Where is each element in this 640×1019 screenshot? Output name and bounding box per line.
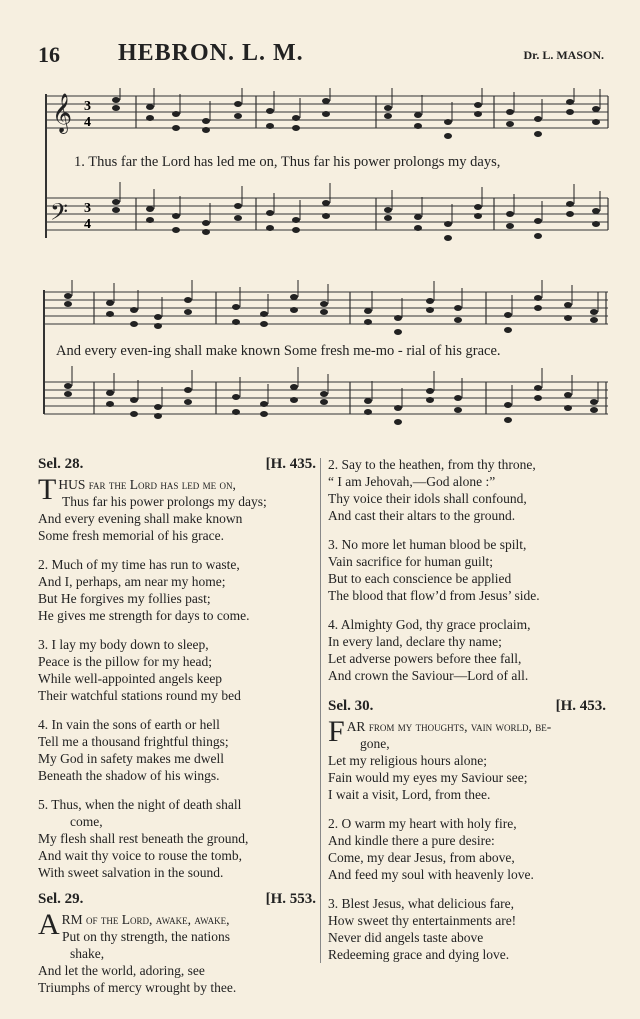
column-divider <box>320 458 321 963</box>
verse-line: He gives me strength for days to come. <box>38 608 250 623</box>
score-system-1 <box>38 88 610 260</box>
page-header <box>38 40 604 70</box>
verse-line-rest: AR from my thoughts, vain world, be- <box>346 719 552 734</box>
verse-line: And every evening shall make known <box>38 511 243 526</box>
note-head <box>184 387 192 393</box>
note-head <box>234 203 242 209</box>
verse-line: The blood that flow’d from Jesus’ side. <box>328 588 540 603</box>
note-head <box>394 405 402 411</box>
selection-30-heading <box>328 698 608 718</box>
bass-clef-icon: 𝄢 <box>50 198 69 231</box>
note-head <box>364 319 372 325</box>
note-head <box>64 293 72 299</box>
verse-line: How sweet thy entertainments are! <box>328 913 517 928</box>
verse-line: “ I am Jehovah,—God alone :” <box>328 474 496 489</box>
verse-line: Let my religious hours alone; <box>328 753 487 768</box>
note-head <box>106 311 114 317</box>
verse-line: Vain sacrifice for human guilt; <box>328 554 493 569</box>
stanza <box>38 556 318 624</box>
hymn-reference: [H. 435. <box>265 456 316 472</box>
verse-line: While well-appointed angels keep <box>38 671 223 686</box>
note-head <box>232 394 240 400</box>
note-head <box>106 300 114 306</box>
lyrics-line-1: 1. Thus far the Lord has led me on, Thus far his power prolongs my days, <box>74 154 501 170</box>
hymn-reference: [H. 553. <box>265 891 316 907</box>
note-head <box>154 413 162 419</box>
verse-line: 2. O warm my heart with holy fire, <box>328 816 517 831</box>
selection-29-text <box>38 908 318 996</box>
note-head <box>394 329 402 335</box>
note-head <box>232 409 240 415</box>
note-head <box>322 98 330 104</box>
stanza <box>38 636 318 704</box>
note-head <box>444 119 452 125</box>
verse-line: And I, perhaps, am near my home; <box>38 574 226 589</box>
selection-29-heading <box>38 891 318 911</box>
note-head <box>292 217 300 223</box>
note-head <box>444 235 452 241</box>
note-head <box>146 104 154 110</box>
note-head <box>232 319 240 325</box>
verse-line: And kindle there a pure desire: <box>328 833 495 848</box>
verse-line: And let the world, adoring, see <box>38 963 205 978</box>
stanza <box>38 908 318 996</box>
stanza <box>328 536 608 604</box>
verse-line: Peace is the pillow for my head; <box>38 654 212 669</box>
note-head <box>154 404 162 410</box>
selection-label: Sel. 28. <box>38 456 84 472</box>
note-head <box>534 218 542 224</box>
note-head <box>566 109 574 115</box>
verse-line: Let adverse powers before thee fall, <box>328 651 522 666</box>
note-head <box>534 116 542 122</box>
note-head <box>202 229 210 235</box>
verse-line: Some fresh memorial of his grace. <box>38 528 224 543</box>
note-head <box>592 119 600 125</box>
drop-cap: A <box>38 908 60 941</box>
note-head <box>414 214 422 220</box>
selection-label: Sel. 29. <box>38 891 84 907</box>
verse-line: In every land, declare thy name; <box>328 634 502 649</box>
stanza <box>38 473 318 544</box>
note-head <box>590 317 598 323</box>
note-head <box>112 105 120 111</box>
note-head <box>590 399 598 405</box>
verse-line: Thy voice their idols shall confound, <box>328 491 527 506</box>
note-head <box>426 307 434 313</box>
verse-line: Come, my dear Jesus, from above, <box>328 850 515 865</box>
note-head <box>564 392 572 398</box>
verse-line: Thus far his power prolongs my days; <box>62 494 267 509</box>
note-head <box>292 227 300 233</box>
note-head <box>534 385 542 391</box>
note-head <box>566 201 574 207</box>
note-head <box>184 399 192 405</box>
note-head <box>384 215 392 221</box>
verse-line: 3. I lay my body down to sleep, <box>38 637 209 652</box>
note-head <box>564 315 572 321</box>
stanza <box>38 796 318 881</box>
verse-line: And wait thy voice to rouse the tomb, <box>38 848 242 863</box>
time-signature: 3 <box>84 99 91 114</box>
note-head <box>384 113 392 119</box>
verse-line: Beneath the shadow of his wings. <box>38 768 220 783</box>
note-head <box>290 307 298 313</box>
note-head <box>292 125 300 131</box>
note-head <box>426 298 434 304</box>
hymn-reference: [H. 453. <box>555 698 606 714</box>
note-head <box>266 225 274 231</box>
note-head <box>130 307 138 313</box>
verse-line: Fain would my eyes my Saviour see; <box>328 770 528 785</box>
note-head <box>64 301 72 307</box>
selection-28-heading <box>38 456 318 476</box>
note-head <box>426 397 434 403</box>
note-head <box>504 327 512 333</box>
note-head <box>130 321 138 327</box>
note-head <box>590 407 598 413</box>
note-head <box>474 111 482 117</box>
selection-29-continued <box>328 456 608 684</box>
note-head <box>592 221 600 227</box>
note-head <box>592 106 600 112</box>
verse-line: And cast their altars to the ground. <box>328 508 516 523</box>
note-head <box>290 384 298 390</box>
verse-line: Put on thy strength, the nations <box>62 929 230 944</box>
note-head <box>172 213 180 219</box>
note-head <box>112 207 120 213</box>
note-head <box>106 401 114 407</box>
note-head <box>534 233 542 239</box>
note-head <box>534 305 542 311</box>
note-head <box>260 411 268 417</box>
composer-name: Dr. L. MASON. <box>523 48 604 62</box>
note-head <box>454 305 462 311</box>
note-head <box>320 301 328 307</box>
selection-30-text <box>328 715 608 963</box>
verse-line: With sweet salvation in the sound. <box>38 865 224 880</box>
verse-line: 2. Say to the heathen, from thy throne, <box>328 457 536 472</box>
note-head <box>106 390 114 396</box>
stanza <box>328 715 608 803</box>
note-head <box>454 407 462 413</box>
note-head <box>290 397 298 403</box>
note-head <box>414 225 422 231</box>
verse-line: My flesh shall rest beneath the ground, <box>38 831 249 846</box>
verse-line: Never did angels taste above <box>328 930 484 945</box>
note-head <box>112 97 120 103</box>
note-head <box>202 220 210 226</box>
note-head <box>320 391 328 397</box>
stanza <box>328 616 608 684</box>
note-head <box>444 133 452 139</box>
note-head <box>566 99 574 105</box>
left-column <box>38 456 318 1008</box>
score-system-2 <box>38 280 610 430</box>
note-head <box>474 213 482 219</box>
verse-line: I wait a visit, Lord, from thee. <box>328 787 491 802</box>
note-head <box>234 101 242 107</box>
tune-title: HEBRON. L. M. <box>118 40 304 66</box>
note-head <box>172 111 180 117</box>
drop-cap: T <box>38 473 57 506</box>
verse-line-rest: RM of the Lord, awake, awake, <box>61 912 230 927</box>
lyrics-line-2: And every even-ing shall make known Some fresh me-mo - rial of his grace. <box>56 343 501 359</box>
note-head <box>184 297 192 303</box>
verse-line: 3. Blest Jesus, what delicious fare, <box>328 896 514 911</box>
note-head <box>454 395 462 401</box>
note-head <box>504 402 512 408</box>
note-head <box>130 411 138 417</box>
note-head <box>112 199 120 205</box>
note-head <box>64 391 72 397</box>
note-head <box>364 308 372 314</box>
note-head <box>454 317 462 323</box>
note-head <box>234 215 242 221</box>
stanza <box>328 895 608 963</box>
note-head <box>266 108 274 114</box>
stanza <box>328 815 608 883</box>
time-signature: 4 <box>84 217 91 232</box>
note-head <box>130 397 138 403</box>
verse-line: My God in safety makes me dwell <box>38 751 224 766</box>
verse-line: 2. Much of my time has run to waste, <box>38 557 240 572</box>
note-head <box>146 115 154 121</box>
stanza <box>328 456 608 524</box>
verse-line-rest: HUS far the Lord has led me on, <box>58 477 236 492</box>
note-head <box>474 204 482 210</box>
note-head <box>534 395 542 401</box>
note-head <box>322 200 330 206</box>
verse-line: But to each conscience be applied <box>328 571 512 586</box>
verse-line: Redeeming grace and dying love. <box>328 947 510 962</box>
verse-line: gone, <box>360 736 390 751</box>
verse-line: And feed my soul with heavenly love. <box>328 867 534 882</box>
note-head <box>566 211 574 217</box>
note-head <box>322 111 330 117</box>
note-head <box>364 409 372 415</box>
verse-line: shake, <box>70 946 105 961</box>
note-head <box>260 401 268 407</box>
time-signature: 4 <box>84 115 91 130</box>
note-head <box>172 125 180 131</box>
verse-line: Triumphs of mercy wrought by thee. <box>38 980 237 995</box>
note-head <box>146 217 154 223</box>
note-head <box>564 302 572 308</box>
note-head <box>384 207 392 213</box>
verse-line: Tell me a thousand frightful things; <box>38 734 229 749</box>
note-head <box>266 210 274 216</box>
note-head <box>504 312 512 318</box>
note-head <box>146 206 154 212</box>
verse-line: And crown the Saviour—Lord of all. <box>328 668 529 683</box>
stanza <box>38 716 318 784</box>
staff-notation-1 <box>38 88 610 260</box>
verse-line: But He forgives my follies past; <box>38 591 211 606</box>
note-head <box>474 102 482 108</box>
note-head <box>414 123 422 129</box>
note-head <box>232 304 240 310</box>
note-head <box>394 315 402 321</box>
note-head <box>290 294 298 300</box>
note-head <box>154 323 162 329</box>
note-head <box>534 295 542 301</box>
note-head <box>506 223 514 229</box>
note-head <box>266 123 274 129</box>
note-head <box>364 398 372 404</box>
note-head <box>202 118 210 124</box>
note-head <box>426 388 434 394</box>
note-head <box>320 309 328 315</box>
note-head <box>184 309 192 315</box>
drop-cap: F <box>328 715 345 748</box>
note-head <box>260 321 268 327</box>
note-head <box>154 314 162 320</box>
treble-clef-icon: 𝄞 <box>52 93 73 133</box>
note-head <box>202 127 210 133</box>
note-head <box>592 208 600 214</box>
time-signature: 3 <box>84 201 91 216</box>
note-head <box>506 109 514 115</box>
verse-line: 4. In vain the sons of earth or hell <box>38 717 220 732</box>
note-head <box>590 309 598 315</box>
note-head <box>506 211 514 217</box>
note-head <box>506 121 514 127</box>
right-column <box>328 456 608 975</box>
note-head <box>172 227 180 233</box>
note-head <box>564 405 572 411</box>
selection-label: Sel. 30. <box>328 698 374 714</box>
verse-line: 3. No more let human blood be spilt, <box>328 537 527 552</box>
note-head <box>384 105 392 111</box>
note-head <box>444 221 452 227</box>
note-head <box>394 419 402 425</box>
note-head <box>320 399 328 405</box>
page-number: 16 <box>38 42 60 67</box>
note-head <box>414 112 422 118</box>
verse-line: 4. Almighty God, thy grace proclaim, <box>328 617 531 632</box>
verse-line: 5. Thus, when the night of death shall <box>38 797 242 812</box>
verse-line: come, <box>70 814 103 829</box>
note-head <box>292 115 300 121</box>
note-head <box>260 311 268 317</box>
note-head <box>322 213 330 219</box>
verse-line: Their watchful stations round my bed <box>38 688 241 703</box>
note-head <box>234 113 242 119</box>
selection-28-text <box>38 473 318 881</box>
note-head <box>534 131 542 137</box>
note-head <box>64 383 72 389</box>
note-head <box>504 417 512 423</box>
